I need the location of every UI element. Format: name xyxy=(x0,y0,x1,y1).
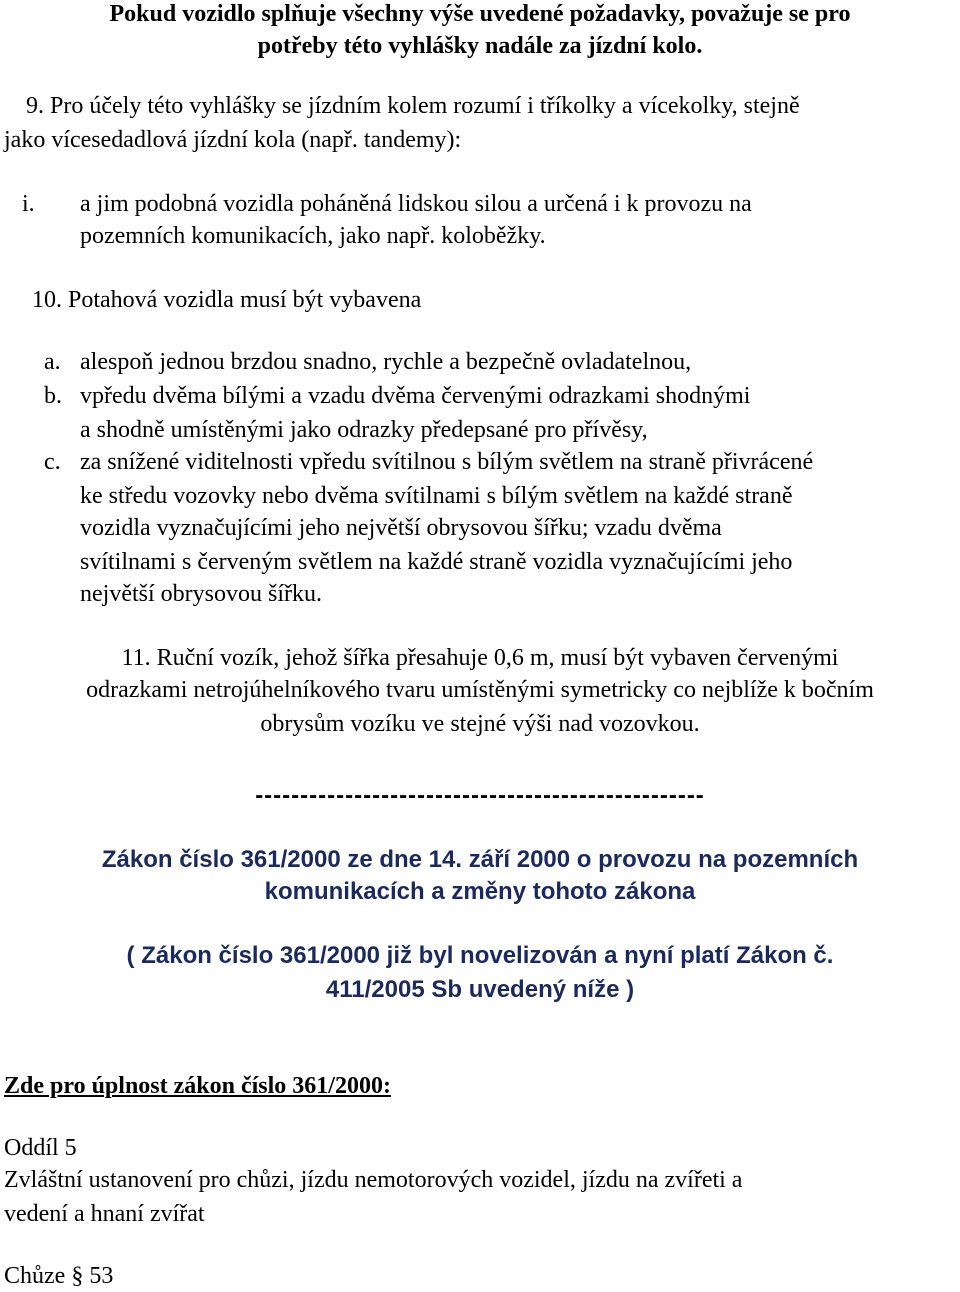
item10-a-label: a. xyxy=(44,349,61,375)
item10-c-line-1: za snížené viditelnosti vpředu svítilnou s bílým světlem na straně přivrácené xyxy=(80,449,814,475)
item10-b-line-1: vpředu dvěma bílými a vzadu dvěma červenými odrazkami shodnými xyxy=(80,383,751,409)
law-title-line-2: komunikacích a změny tohoto zákona xyxy=(264,878,696,905)
law-title-line-1: Zákon číslo 361/2000 ze dne 14. září 2000 o provozu na pozemních xyxy=(101,846,859,873)
item11-line-3: obrysům vozíku ve stejné výši nad vozovkou. xyxy=(260,711,700,737)
item10-c-line-4: svítilnami s červeným světlem na každé straně vozidla vyznačujícími jeho xyxy=(80,549,793,575)
section-number: Oddíl 5 xyxy=(4,1135,77,1161)
item11-line-2: odrazkami netrojúhelníkového tvaru umístěnými symetricky co nejblíže k bočním xyxy=(86,677,874,703)
item10-a-line-1: alespoň jednou brzdou snadno, rychle a bezpečně ovladatelnou, xyxy=(80,349,692,375)
paragraph-heading: Chůze § 53 xyxy=(4,1263,114,1289)
item9i-line-2: pozemních komunikacích, jako např. koloběžky. xyxy=(80,223,546,249)
item9i-label: i. xyxy=(22,191,35,217)
law-note-line-1: ( Zákon číslo 361/2000 již byl novelizován a nyní platí Zákon č. xyxy=(126,942,834,969)
full-text-heading: Zde pro úplnost zákon číslo 361/2000: xyxy=(4,1073,391,1099)
item10-c-line-5: největší obrysovou šířku. xyxy=(80,581,322,607)
item9-line-1: 9. Pro účely této vyhlášky se jízdním kolem rozumí i tříkolky a vícekolky, stejně xyxy=(26,93,800,119)
section-title-line-1: Zvláštní ustanovení pro chůzi, jízdu nemotorových vozidel, jízdu na zvířeti a xyxy=(4,1167,743,1193)
item10-c-line-3: vozidla vyznačujícími jeho největší obrysovou šířku; vzadu dvěma xyxy=(80,515,722,541)
section-title-line-2: vedení a hnaní zvířat xyxy=(4,1201,205,1227)
item9i-line-1: a jim podobná vozidla poháněná lidskou silou a určená i k provozu na xyxy=(80,191,752,217)
item10-c-line-2: ke středu vozovky nebo dvěma svítilnami s bílým světlem na každé straně xyxy=(80,483,793,509)
item9-line-2: jako vícesedadlová jízdní kola (např. tandemy): xyxy=(4,127,462,153)
intro-line-2: potřeby této vyhlášky nadále za jízdní kolo. xyxy=(257,33,703,59)
item11-line-1: 11. Ruční vozík, jehož šířka přesahuje 0,6 m, musí být vybaven červenými xyxy=(121,645,839,671)
item10-c-label: c. xyxy=(44,449,61,475)
item10-heading: 10. Potahová vozidla musí být vybavena xyxy=(32,287,422,313)
item10-b-label: b. xyxy=(44,383,62,409)
separator-dashes: -------------------------------------------------- xyxy=(255,782,705,809)
intro-line-1: Pokud vozidlo splňuje všechny výše uvedené požadavky, považuje se pro xyxy=(109,1,851,27)
item10-b-line-2: a shodně umístěnými jako odrazky předepsané pro přívěsy, xyxy=(80,417,648,443)
law-note-line-2: 411/2005 Sb uvedený níže ) xyxy=(325,976,635,1003)
